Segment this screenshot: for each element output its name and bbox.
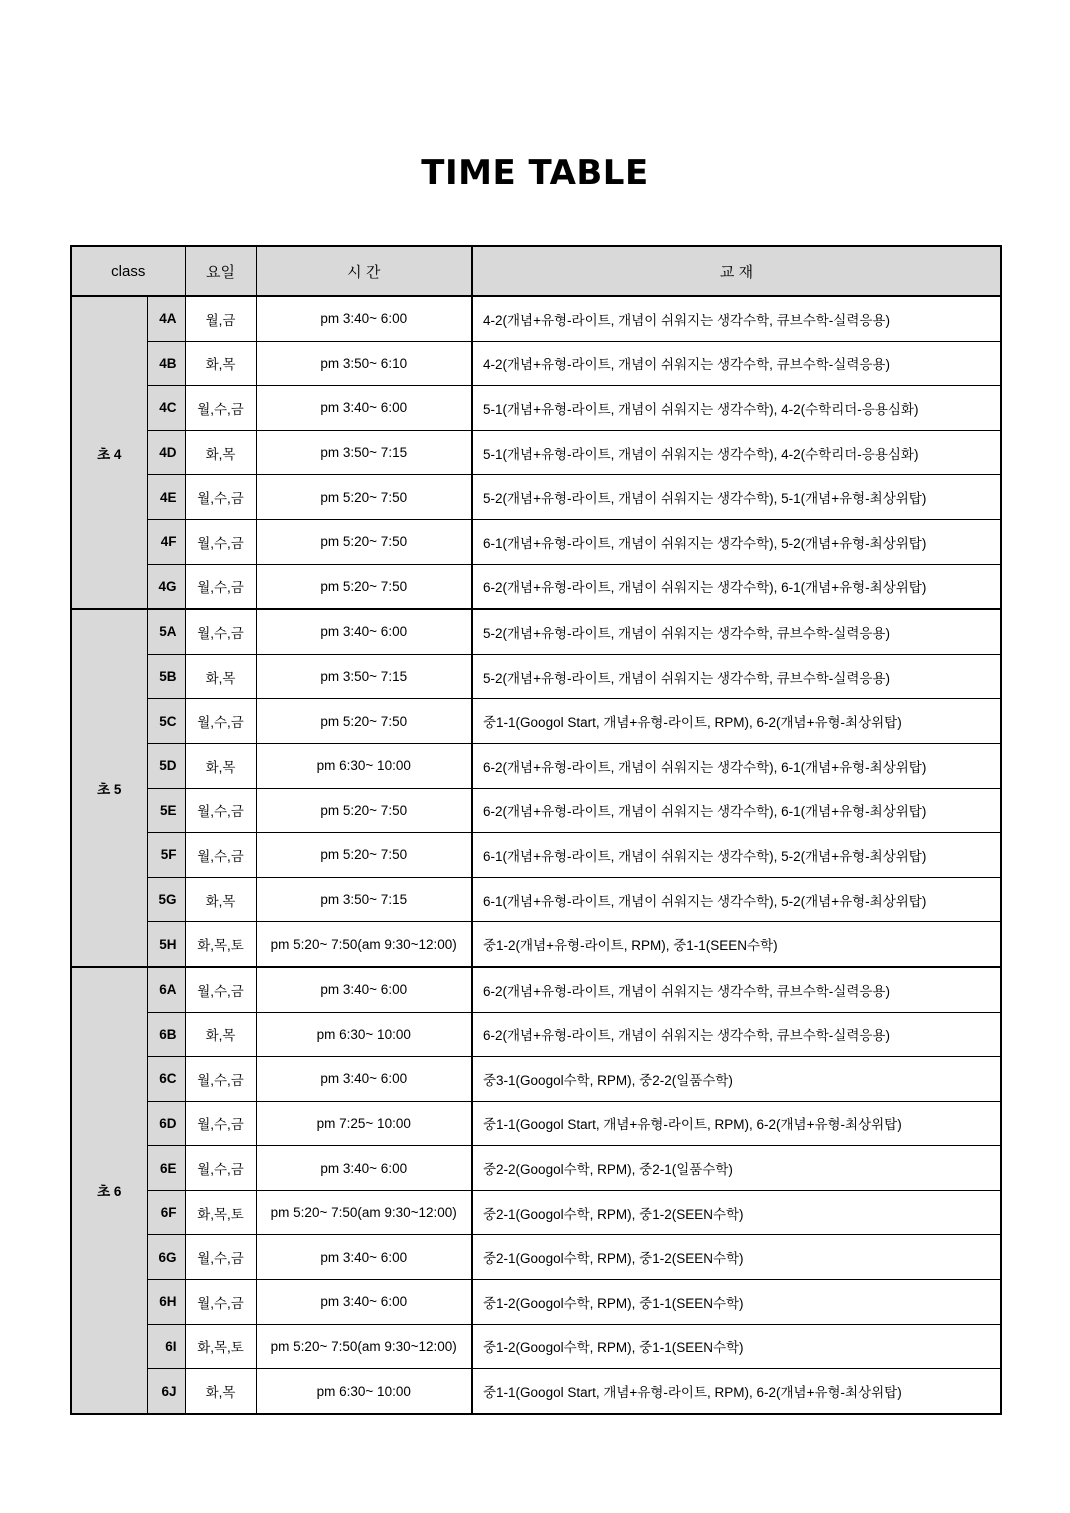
table-row xyxy=(71,1101,1001,1146)
class-cell: 4E xyxy=(147,475,185,520)
time-cell: pm 3:50~ 6:10 xyxy=(256,341,472,386)
table-row xyxy=(71,699,1001,744)
book-cell: 중2-1(Googol수학, RPM), 중1-2(SEEN수학) xyxy=(472,1190,1001,1235)
time-cell: pm 3:40~ 6:00 xyxy=(256,1146,472,1191)
table-row xyxy=(71,967,1001,1012)
class-cell: 4C xyxy=(147,386,185,431)
class-cell: 5C xyxy=(147,699,185,744)
day-cell: 월,수,금 xyxy=(185,1057,256,1102)
book-cell: 4-2(개념+유형-라이트, 개념이 쉬워지는 생각수학, 큐브수학-실력응용) xyxy=(472,296,1001,341)
time-cell: pm 3:50~ 7:15 xyxy=(256,654,472,699)
day-cell: 월,수,금 xyxy=(185,1280,256,1325)
day-cell: 월,수,금 xyxy=(185,386,256,431)
class-cell: 5D xyxy=(147,743,185,788)
table-row xyxy=(71,1369,1001,1414)
book-cell: 6-1(개념+유형-라이트, 개념이 쉬워지는 생각수학), 5-2(개념+유형-최상위탑) xyxy=(472,519,1001,564)
time-cell: pm 6:30~ 10:00 xyxy=(256,743,472,788)
table-row xyxy=(71,1280,1001,1325)
table-row xyxy=(71,788,1001,833)
day-cell: 화,목 xyxy=(185,1012,256,1057)
class-cell: 5E xyxy=(147,788,185,833)
table-row xyxy=(71,654,1001,699)
book-cell: 4-2(개념+유형-라이트, 개념이 쉬워지는 생각수학, 큐브수학-실력응용) xyxy=(472,341,1001,386)
time-cell: pm 5:20~ 7:50 xyxy=(256,475,472,520)
day-cell: 화,목 xyxy=(185,1369,256,1414)
book-cell: 중2-1(Googol수학, RPM), 중1-2(SEEN수학) xyxy=(472,1235,1001,1280)
book-cell: 6-2(개념+유형-라이트, 개념이 쉬워지는 생각수학), 6-1(개념+유형-최상위탑) xyxy=(472,564,1001,609)
book-cell: 5-2(개념+유형-라이트, 개념이 쉬워지는 생각수학, 큐브수학-실력응용) xyxy=(472,654,1001,699)
book-cell: 중1-1(Googol Start, 개념+유형-라이트, RPM), 6-2(개념+유형-최상위탑) xyxy=(472,1369,1001,1414)
time-cell: pm 5:20~ 7:50 xyxy=(256,833,472,878)
class-cell: 4A xyxy=(147,296,185,341)
book-cell: 6-1(개념+유형-라이트, 개념이 쉬워지는 생각수학), 5-2(개념+유형-최상위탑) xyxy=(472,877,1001,922)
table-row xyxy=(71,743,1001,788)
day-cell: 화,목 xyxy=(185,743,256,788)
time-cell: pm 5:20~ 7:50(am 9:30~12:00) xyxy=(256,922,472,967)
time-cell: pm 5:20~ 7:50(am 9:30~12:00) xyxy=(256,1190,472,1235)
time-cell: pm 5:20~ 7:50 xyxy=(256,699,472,744)
class-cell: 6J xyxy=(147,1369,185,1414)
class-cell: 6E xyxy=(147,1146,185,1191)
book-cell: 5-2(개념+유형-라이트, 개념이 쉬워지는 생각수학), 5-1(개념+유형-최상위탑) xyxy=(472,475,1001,520)
book-cell: 중2-2(Googol수학, RPM), 중2-1(일품수학) xyxy=(472,1146,1001,1191)
grade-cell: 초 5 xyxy=(71,609,147,967)
book-cell: 5-1(개념+유형-라이트, 개념이 쉬워지는 생각수학), 4-2(수학리더-응용심화) xyxy=(472,430,1001,475)
time-cell: pm 3:40~ 6:00 xyxy=(256,1057,472,1102)
book-cell: 중1-2(Googol수학, RPM), 중1-1(SEEN수학) xyxy=(472,1324,1001,1369)
day-cell: 월,수,금 xyxy=(185,788,256,833)
day-cell: 월,수,금 xyxy=(185,967,256,1012)
day-cell: 화,목,토 xyxy=(185,922,256,967)
class-cell: 4D xyxy=(147,430,185,475)
day-cell: 화,목 xyxy=(185,654,256,699)
class-cell: 5F xyxy=(147,833,185,878)
class-cell: 4G xyxy=(147,564,185,609)
day-cell: 월,수,금 xyxy=(185,699,256,744)
class-cell: 4F xyxy=(147,519,185,564)
class-cell: 6A xyxy=(147,967,185,1012)
class-cell: 6H xyxy=(147,1280,185,1325)
table-row xyxy=(71,564,1001,609)
time-cell: pm 3:50~ 7:15 xyxy=(256,430,472,475)
book-cell: 6-2(개념+유형-라이트, 개념이 쉬워지는 생각수학, 큐브수학-실력응용) xyxy=(472,967,1001,1012)
header-time: 시 간 xyxy=(256,246,472,296)
book-cell: 중1-2(개념+유형-라이트, RPM), 중1-1(SEEN수학) xyxy=(472,922,1001,967)
page-title: TIME TABLE xyxy=(421,153,649,193)
time-cell: pm 3:50~ 7:15 xyxy=(256,877,472,922)
day-cell: 월,수,금 xyxy=(185,475,256,520)
time-cell: pm 6:30~ 10:00 xyxy=(256,1012,472,1057)
table-row xyxy=(71,1324,1001,1369)
table-row xyxy=(71,1146,1001,1191)
time-cell: pm 3:40~ 6:00 xyxy=(256,296,472,341)
day-cell: 월,수,금 xyxy=(185,519,256,564)
day-cell: 화,목 xyxy=(185,877,256,922)
time-cell: pm 3:40~ 6:00 xyxy=(256,1235,472,1280)
class-cell: 5H xyxy=(147,922,185,967)
day-cell: 월,수,금 xyxy=(185,1235,256,1280)
time-cell: pm 5:20~ 7:50 xyxy=(256,564,472,609)
table-row xyxy=(71,341,1001,386)
class-cell: 6I xyxy=(147,1324,185,1369)
time-cell: pm 3:40~ 6:00 xyxy=(256,1280,472,1325)
class-cell: 5A xyxy=(147,609,185,654)
header-book: 교 재 xyxy=(472,246,1001,296)
grade-cell: 초 4 xyxy=(71,296,147,609)
table-row xyxy=(71,833,1001,878)
header-day: 요일 xyxy=(185,246,256,296)
book-cell: 중1-1(Googol Start, 개념+유형-라이트, RPM), 6-2(개념+유형-최상위탑) xyxy=(472,699,1001,744)
day-cell: 월,금 xyxy=(185,296,256,341)
book-cell: 중1-1(Googol Start, 개념+유형-라이트, RPM), 6-2(개념+유형-최상위탑) xyxy=(472,1101,1001,1146)
day-cell: 월,수,금 xyxy=(185,833,256,878)
day-cell: 화,목,토 xyxy=(185,1190,256,1235)
time-cell: pm 5:20~ 7:50 xyxy=(256,788,472,833)
day-cell: 월,수,금 xyxy=(185,609,256,654)
timetable xyxy=(70,245,1002,1415)
book-cell: 5-1(개념+유형-라이트, 개념이 쉬워지는 생각수학), 4-2(수학리더-응용심화) xyxy=(472,386,1001,431)
timetable-body xyxy=(71,296,1001,1414)
table-row xyxy=(71,1235,1001,1280)
day-cell: 화,목 xyxy=(185,430,256,475)
table-row xyxy=(71,922,1001,967)
time-cell: pm 3:40~ 6:00 xyxy=(256,386,472,431)
day-cell: 월,수,금 xyxy=(185,1146,256,1191)
table-row xyxy=(71,609,1001,654)
day-cell: 화,목,토 xyxy=(185,1324,256,1369)
table-row xyxy=(71,877,1001,922)
class-cell: 5B xyxy=(147,654,185,699)
book-cell: 6-1(개념+유형-라이트, 개념이 쉬워지는 생각수학), 5-2(개념+유형-최상위탑) xyxy=(472,833,1001,878)
day-cell: 월,수,금 xyxy=(185,564,256,609)
class-cell: 6B xyxy=(147,1012,185,1057)
book-cell: 중1-2(Googol수학, RPM), 중1-1(SEEN수학) xyxy=(472,1280,1001,1325)
class-cell: 6F xyxy=(147,1190,185,1235)
book-cell: 6-2(개념+유형-라이트, 개념이 쉬워지는 생각수학), 6-1(개념+유형-최상위탑) xyxy=(472,743,1001,788)
class-cell: 6D xyxy=(147,1101,185,1146)
time-cell: pm 5:20~ 7:50 xyxy=(256,519,472,564)
book-cell: 중3-1(Googol수학, RPM), 중2-2(일품수학) xyxy=(472,1057,1001,1102)
class-cell: 4B xyxy=(147,341,185,386)
book-cell: 6-2(개념+유형-라이트, 개념이 쉬워지는 생각수학, 큐브수학-실력응용) xyxy=(472,1012,1001,1057)
table-row xyxy=(71,386,1001,431)
table-row xyxy=(71,1012,1001,1057)
day-cell: 화,목 xyxy=(185,341,256,386)
table-row xyxy=(71,1057,1001,1102)
book-cell: 5-2(개념+유형-라이트, 개념이 쉬워지는 생각수학, 큐브수학-실력응용) xyxy=(472,609,1001,654)
table-row xyxy=(71,430,1001,475)
time-cell: pm 7:25~ 10:00 xyxy=(256,1101,472,1146)
grade-cell: 초 6 xyxy=(71,967,147,1414)
header-row xyxy=(71,246,1001,296)
class-cell: 5G xyxy=(147,877,185,922)
time-cell: pm 6:30~ 10:00 xyxy=(256,1369,472,1414)
class-cell: 6C xyxy=(147,1057,185,1102)
day-cell: 월,수,금 xyxy=(185,1101,256,1146)
table-row xyxy=(71,519,1001,564)
book-cell: 6-2(개념+유형-라이트, 개념이 쉬워지는 생각수학), 6-1(개념+유형-최상위탑) xyxy=(472,788,1001,833)
table-row xyxy=(71,475,1001,520)
table-row xyxy=(71,296,1001,341)
time-cell: pm 5:20~ 7:50(am 9:30~12:00) xyxy=(256,1324,472,1369)
time-cell: pm 3:40~ 6:00 xyxy=(256,609,472,654)
class-cell: 6G xyxy=(147,1235,185,1280)
time-cell: pm 3:40~ 6:00 xyxy=(256,967,472,1012)
table-row xyxy=(71,1190,1001,1235)
header-class: class xyxy=(71,246,185,296)
